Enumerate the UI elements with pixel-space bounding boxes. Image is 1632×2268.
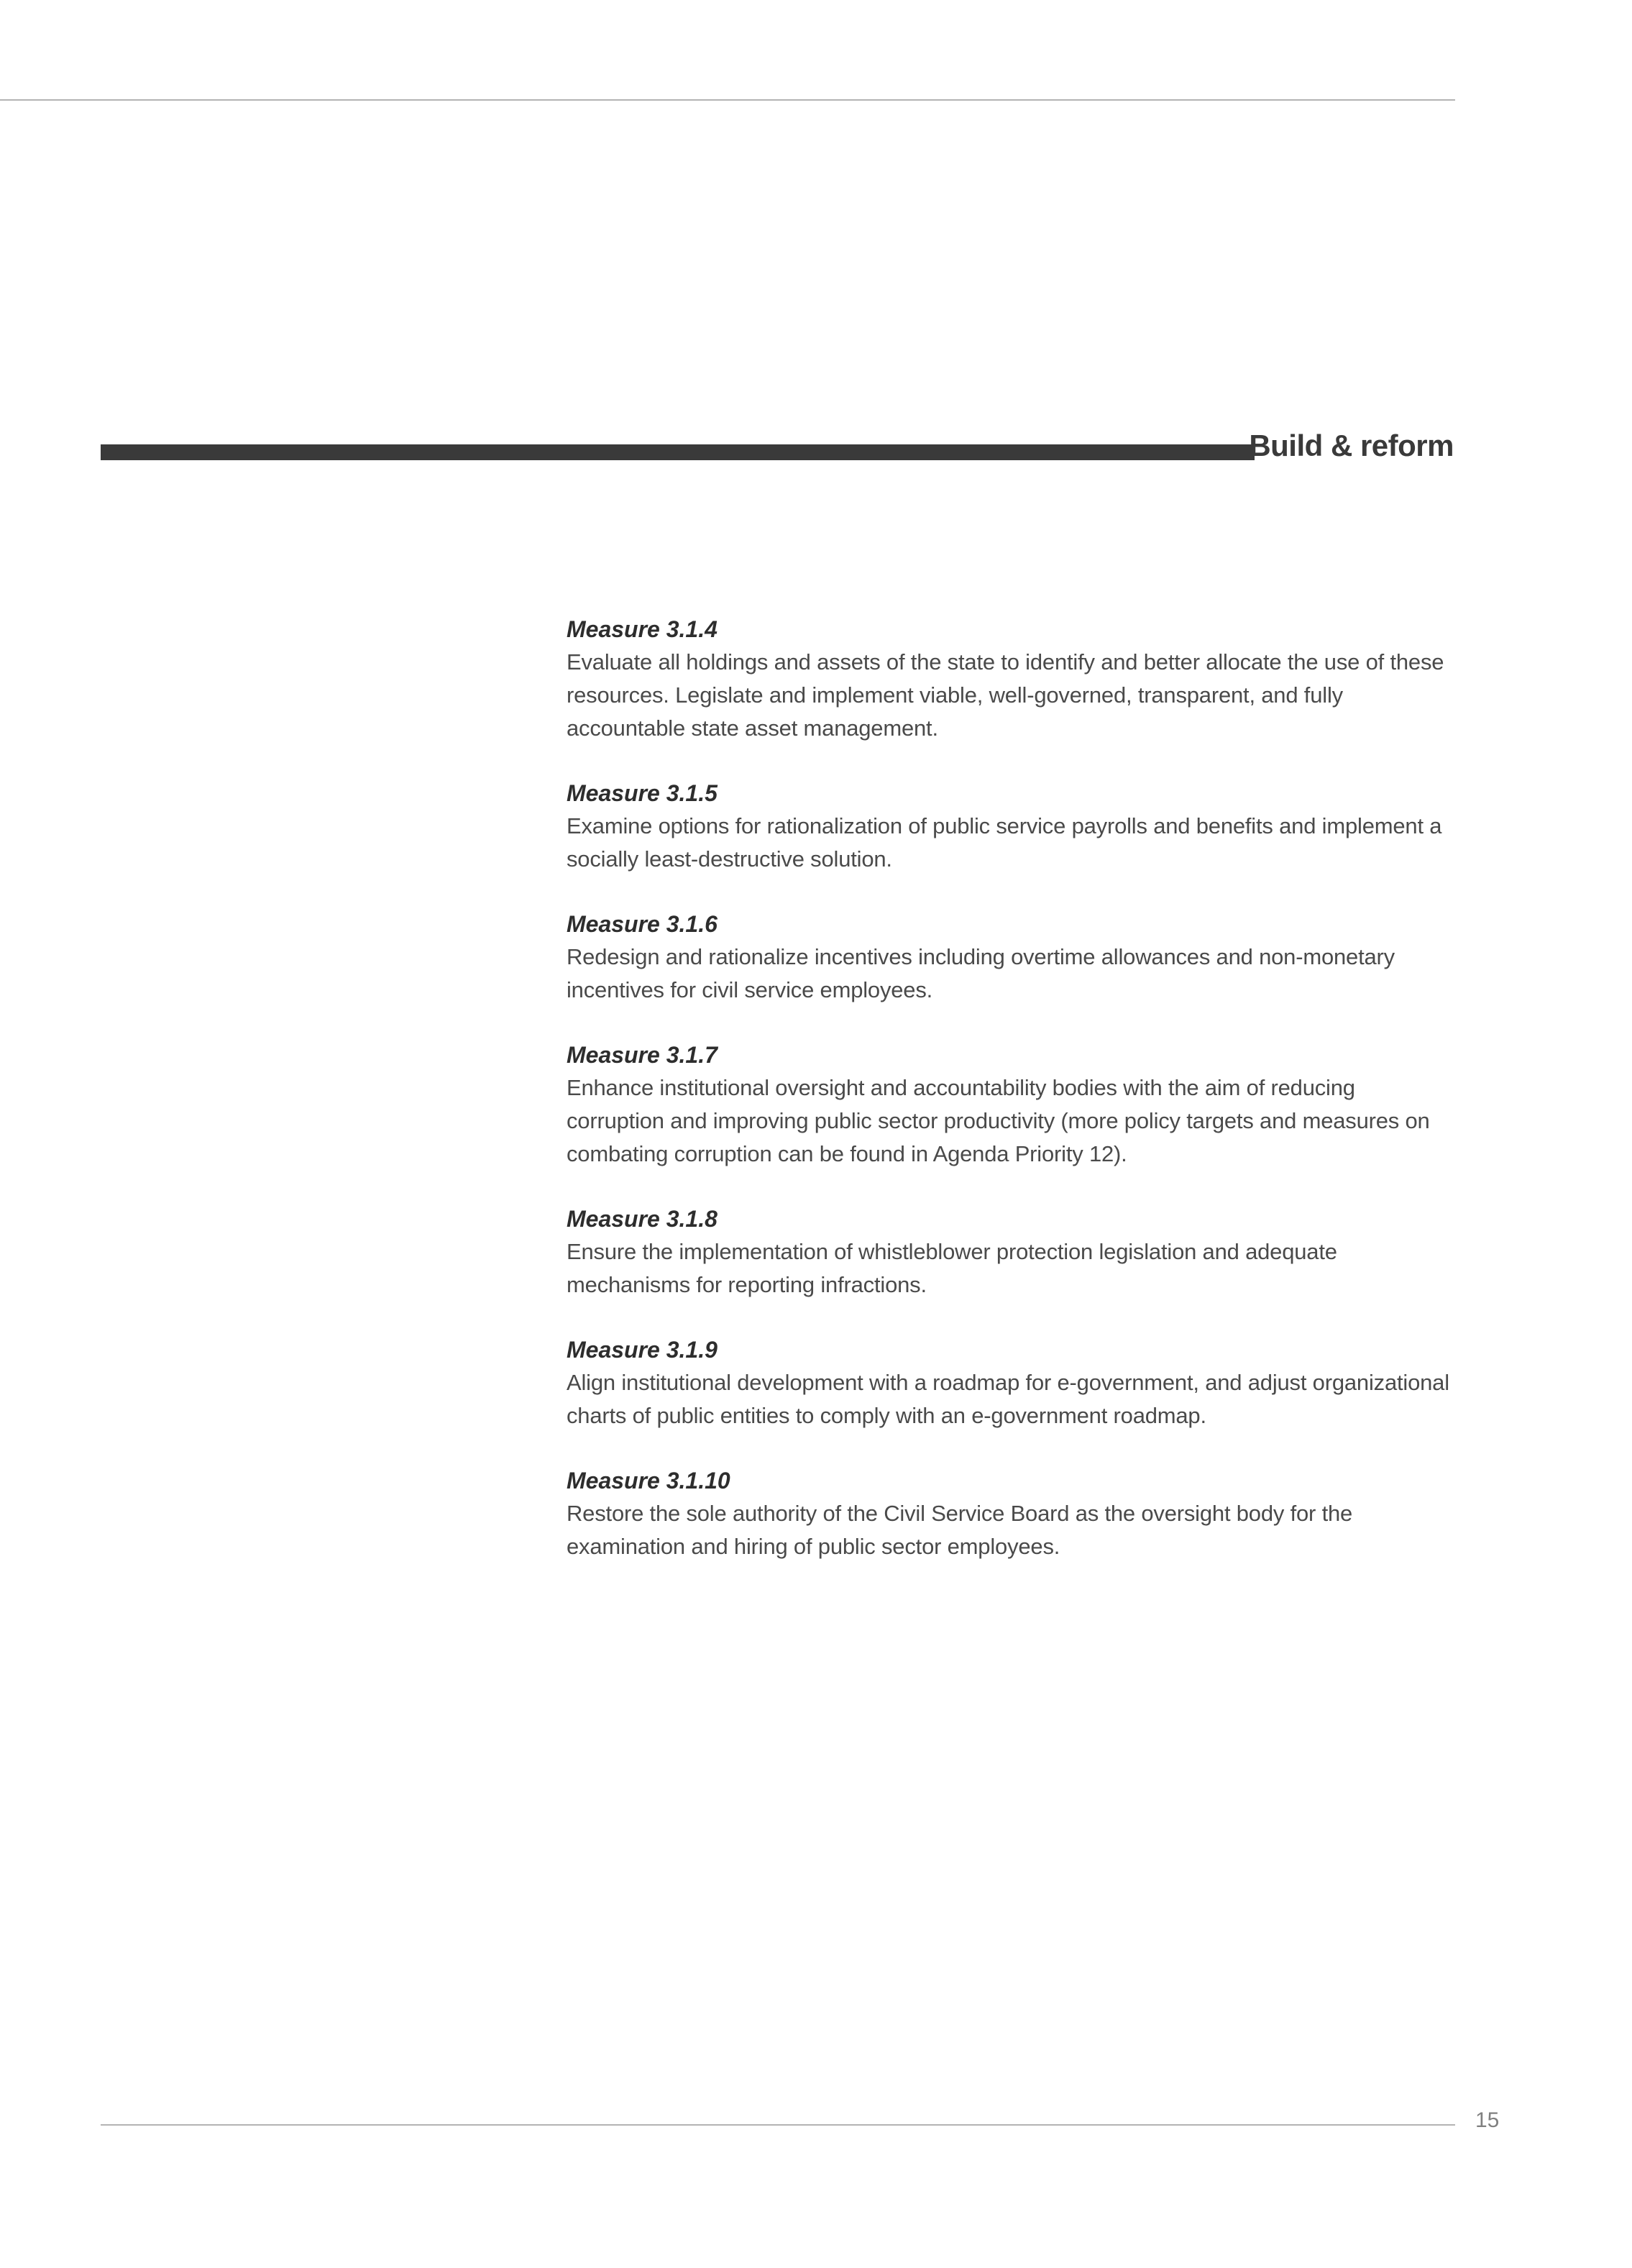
measures-list: [567, 613, 1458, 1595]
page-number: 15: [1475, 2108, 1500, 2132]
measure-item: [567, 1464, 1458, 1563]
section-header-bar: [101, 444, 1255, 460]
top-divider: [0, 99, 1455, 101]
measure-item: [567, 1333, 1458, 1432]
measure-text: Ensure the implementation of whistleblower protection legislation and adequate mechanisms for reporting infractions.: [567, 1239, 1337, 1297]
measure-title: Measure 3.1.4: [567, 616, 718, 642]
measure-text: Enhance institutional oversight and accountability bodies with the aim of reducing corruption and improving public sector productivity (more policy targets and measures on combating corruption can be found in Agenda Priority 12).: [567, 1075, 1430, 1166]
measure-title: Measure 3.1.10: [567, 1468, 730, 1494]
measure-text: Evaluate all holdings and assets of the state to identify and better allocate the use of these resources. Legislate and implement viable, well-governed, transparent, and fully accountable state asset management.: [567, 649, 1444, 741]
measure-title: Measure 3.1.6: [567, 911, 718, 937]
measure-title: Measure 3.1.7: [567, 1042, 718, 1068]
measure-item: [567, 1038, 1458, 1171]
bottom-divider: [101, 2124, 1455, 2126]
measure-text: Align institutional development with a roadmap for e-government, and adjust organizational charts of public entities to comply with an e-government roadmap.: [567, 1370, 1449, 1428]
measure-text: Restore the sole authority of the Civil Service Board as the oversight body for the examination and hiring of public sector employees.: [567, 1501, 1353, 1559]
measure-item: [567, 777, 1458, 876]
measure-text: Examine options for rationalization of public service payrolls and benefits and implement a socially least-destructive solution.: [567, 813, 1442, 872]
measure-title: Measure 3.1.8: [567, 1206, 718, 1232]
section-title: Build & reform: [1249, 429, 1454, 462]
measure-item: [567, 1202, 1458, 1302]
measure-item: [567, 613, 1458, 745]
measure-item: [567, 907, 1458, 1007]
measure-title: Measure 3.1.5: [567, 780, 718, 806]
measure-text: Redesign and rationalize incentives including overtime allowances and non-monetary incentives for civil service employees.: [567, 944, 1395, 1002]
measure-title: Measure 3.1.9: [567, 1337, 718, 1363]
